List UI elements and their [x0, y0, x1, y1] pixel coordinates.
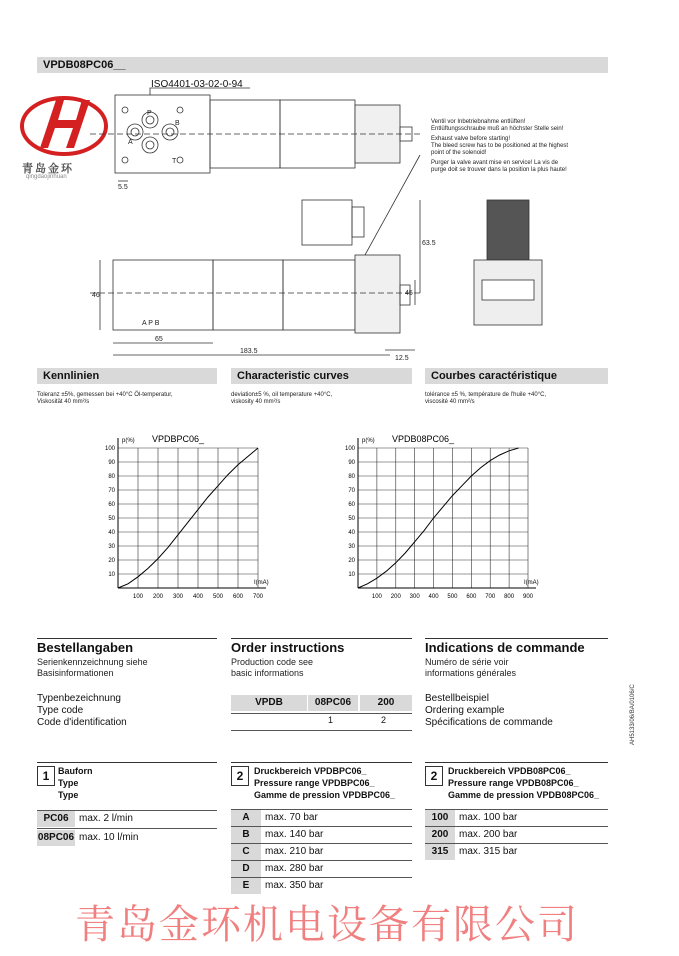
chart-vpdbpc06	[90, 420, 290, 600]
x-tick-label: 600	[466, 594, 477, 600]
y-axis-label: p(%)	[122, 438, 135, 444]
curves-note-fr: tolérance ±5 %, température de l'huile +40°C, viscosité 40 mm²/s	[425, 392, 547, 405]
group-number: 1	[37, 766, 55, 786]
chart-title: VPDBPC06_	[152, 434, 205, 444]
y-tick-label: 10	[108, 572, 115, 578]
x-tick-label: 300	[172, 594, 184, 600]
example-code-3: 200	[360, 695, 412, 711]
order-title-fr: Indications de commande	[425, 640, 585, 655]
watermark-text: 青岛金环机电设备有限公司	[75, 902, 579, 948]
pressure-range-row: 100 max. 100 bar	[425, 810, 517, 826]
port-label: A	[128, 139, 133, 146]
pressure-range-row: E max. 350 bar	[231, 878, 323, 894]
dim-label: 183.5	[240, 348, 258, 355]
dim-label: 63.5	[422, 240, 436, 247]
dim-label: 45	[405, 290, 413, 297]
y-tick-label: 60	[108, 502, 115, 508]
group1-title: Bauforn Type Type	[58, 766, 93, 800]
dim-label: 46	[92, 292, 100, 299]
chart-vpdb08pc06	[330, 420, 560, 600]
type-row: 08PC06 max. 10 l/min	[37, 830, 138, 846]
y-tick-label: 90	[108, 460, 115, 466]
y-tick-label: 30	[348, 544, 355, 550]
dim-label: 12.5	[395, 355, 409, 362]
logo-subtext: qingdaojinhuan	[26, 174, 67, 180]
group-number: 2	[231, 766, 249, 786]
x-tick-label: 200	[390, 594, 401, 600]
order-sub-de: Serienkennzeichnung siehe Basisinformationen	[37, 657, 148, 678]
x-tick-label: 600	[232, 594, 244, 600]
x-axis-label: I(mA)	[254, 580, 269, 586]
curves-header-fr: Courbes caractéristique	[425, 368, 608, 384]
pressure-range-row: 200 max. 200 bar	[425, 827, 517, 843]
y-tick-label: 80	[348, 474, 355, 480]
port-label: T	[172, 158, 177, 165]
pressure-range-row: A max. 70 bar	[231, 810, 318, 826]
ordering-example-labels: Bestellbeispiel Ordering example Spécifications de commande	[425, 693, 553, 728]
y-axis-label: p(%)	[362, 438, 375, 444]
example-index-1: 1	[328, 715, 334, 725]
x-tick-label: 800	[504, 594, 515, 600]
x-tick-label: 700	[252, 594, 264, 600]
x-axis-label: I(mA)	[524, 580, 539, 586]
y-tick-label: 30	[108, 544, 115, 550]
y-tick-label: 20	[348, 558, 355, 564]
port-label: P	[147, 110, 152, 117]
order-sub-fr: Numéro de série voir informations générales	[425, 657, 517, 678]
x-tick-label: 900	[522, 594, 534, 600]
y-tick-label: 100	[344, 446, 355, 452]
x-tick-label: 700	[485, 594, 496, 600]
port-label: B	[175, 120, 180, 127]
group2-title: Druckbereich VPDBPC06_ Pressure range VPDBPC06_ Gamme de pression VPDBPC06_	[254, 766, 396, 800]
x-tick-label: 100	[132, 594, 144, 600]
example-code-2: 08PC06	[308, 695, 358, 711]
page-title: VPDB08PC06__	[37, 57, 608, 73]
end-view-drawing	[470, 195, 545, 330]
valve-drawing	[90, 75, 436, 365]
x-tick-label: 500	[447, 594, 458, 600]
document-code: AH5133/06/BA/0106/C	[630, 684, 636, 745]
pressure-range-row: 315 max. 315 bar	[425, 844, 517, 860]
ordering-example-table	[231, 695, 412, 711]
order-title-en: Order instructions	[231, 640, 345, 655]
bottom-port-labels: A P B	[142, 320, 160, 327]
example-code-1: VPDB	[231, 695, 307, 711]
curves-note-en: deviation±5 %, oil temperature +40°C, viskosity 40 mm²/s	[231, 392, 333, 405]
x-tick-label: 400	[428, 594, 439, 600]
y-tick-label: 50	[108, 516, 115, 522]
y-tick-label: 90	[348, 460, 355, 466]
order-title-de: Bestellangaben	[37, 640, 134, 655]
pressure-range-row: C max. 210 bar	[231, 844, 323, 860]
y-tick-label: 100	[104, 446, 115, 452]
x-tick-label: 100	[371, 594, 382, 600]
x-tick-label: 300	[409, 594, 420, 600]
group-number: 2	[425, 766, 443, 786]
order-sub-en: Production code see basic informations	[231, 657, 314, 678]
y-tick-label: 20	[108, 558, 115, 564]
chart-title: VPDB08PC06_	[392, 434, 455, 444]
y-tick-label: 80	[108, 474, 115, 480]
bleed-notes: Ventil vor Inbetriebnahme entlüften! Entlüftungsschraube muß an höchster Stelle sein! Exhaust valve before starting! The bleed screw has to be positioned at the highest point of the solenoid! Purger la valve avant mise en service! La vis de purge doit se trouver dans la position la plus haute!	[431, 119, 569, 173]
y-tick-label: 40	[348, 530, 355, 536]
dim-label: 65	[155, 336, 163, 343]
y-tick-label: 70	[108, 488, 115, 494]
group3-title: Druckbereich VPDB08PC06_ Pressure range VPDB08PC06_ Gamme de pression VPDB08PC06_	[448, 766, 600, 800]
example-index-2: 2	[381, 715, 387, 725]
type-code-labels: Typenbezeichnung Type code Code d'identification	[37, 693, 127, 728]
y-tick-label: 70	[348, 488, 355, 494]
y-tick-label: 60	[348, 502, 355, 508]
x-tick-label: 200	[152, 594, 164, 600]
curves-note-de: Toleranz ±5%, gemessen bei +40°C Öl-temperatur, Viskosität 40 mm²/s	[37, 392, 173, 405]
x-tick-label: 500	[212, 594, 224, 600]
y-tick-label: 40	[108, 530, 115, 536]
type-row: PC06 max. 2 l/min	[37, 811, 133, 827]
curves-header-en: Characteristic curves	[231, 368, 412, 384]
pressure-range-row: D max. 280 bar	[231, 861, 323, 877]
y-tick-label: 50	[348, 516, 355, 522]
x-tick-label: 400	[192, 594, 204, 600]
pressure-range-row: B max. 140 bar	[231, 827, 323, 843]
y-tick-label: 10	[348, 572, 355, 578]
dim-label: 5.5	[118, 184, 128, 191]
iso-label: ISO4401-03-02-0-94	[151, 79, 243, 90]
logo-text: 青岛金环	[22, 163, 74, 175]
curves-header-de: Kennlinien	[37, 368, 217, 384]
